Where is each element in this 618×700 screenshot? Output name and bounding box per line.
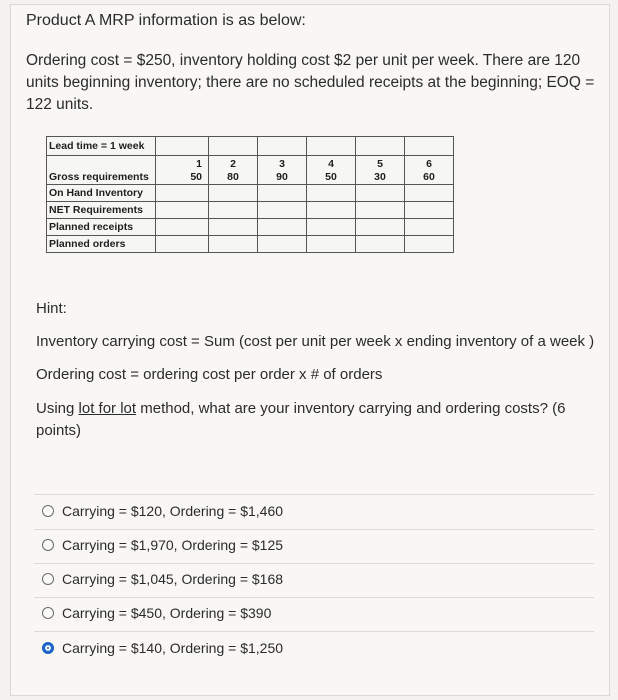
period-header: 4: [307, 156, 356, 171]
mrp-table-image: [46, 136, 454, 253]
period-header: 6: [405, 156, 454, 171]
period-header: 1: [156, 156, 209, 171]
hint-carrying-formula: Inventory carrying cost = Sum (cost per unit per week x ending inventory of a week ): [36, 333, 595, 350]
option-label[interactable]: Carrying = $1,970, Ordering = $125: [62, 537, 284, 553]
row-label: NET Requirements: [47, 202, 156, 219]
row-label: Planned orders: [47, 236, 156, 253]
problem-description: [26, 50, 595, 116]
lead-time-label: Lead time = 1 week: [47, 137, 156, 156]
radio-button-selected[interactable]: [42, 642, 54, 654]
cell: 90: [258, 170, 307, 185]
cell: 80: [209, 170, 258, 185]
answer-option[interactable]: [42, 603, 271, 623]
period-header: 2: [209, 156, 258, 171]
table-row: [47, 185, 454, 202]
table-row: [47, 219, 454, 236]
row-label: Gross requirements: [47, 170, 156, 185]
divider: [34, 494, 594, 495]
divider: [34, 597, 594, 598]
radio-button[interactable]: [42, 505, 54, 517]
answer-option-selected[interactable]: [42, 638, 283, 658]
lot-for-lot-term: lot for lot: [78, 400, 137, 417]
cell: 30: [356, 170, 405, 185]
option-label[interactable]: Carrying = $140, Ordering = $1,250: [62, 640, 284, 656]
answer-option[interactable]: [42, 501, 283, 521]
radio-button[interactable]: [42, 573, 54, 585]
hint-ordering-formula: Ordering cost = ordering cost per order x # of orders: [36, 366, 383, 383]
table-row: [47, 236, 454, 253]
hint-title: Hint:: [36, 300, 67, 317]
description-line: Ordering cost = $250, inventory holding cost $2 per unit per week. There are 120: [26, 52, 581, 69]
option-label[interactable]: Carrying = $1,045, Ordering = $168: [62, 571, 284, 587]
option-label[interactable]: Carrying = $120, Ordering = $1,460: [62, 503, 284, 519]
answer-option[interactable]: [42, 535, 283, 555]
cell: 50: [307, 170, 356, 185]
option-label[interactable]: Carrying = $450, Ordering = $390: [62, 605, 272, 621]
mrp-table: [46, 136, 454, 253]
radio-button[interactable]: [42, 607, 54, 619]
table-row: [47, 202, 454, 219]
question-text: Using lot for lot method, what are your inventory carrying and ordering costs? (6 points): [36, 400, 566, 439]
row-label: On Hand Inventory: [47, 185, 156, 202]
row-label: Planned receipts: [47, 219, 156, 236]
cell: 60: [405, 170, 454, 185]
answer-option[interactable]: [42, 569, 283, 589]
description-line: units beginning inventory; there are no scheduled receipts at the beginning; EOQ =: [26, 74, 595, 91]
cell: 50: [156, 170, 209, 185]
divider: [34, 563, 594, 564]
table-row: [47, 170, 454, 185]
problem-title: Product A MRP information is as below:: [26, 12, 306, 29]
radio-button[interactable]: [42, 539, 54, 551]
description-line: 122 units.: [26, 96, 94, 113]
period-header: 5: [356, 156, 405, 171]
period-header: 3: [258, 156, 307, 171]
divider: [34, 529, 594, 530]
divider: [34, 631, 594, 632]
